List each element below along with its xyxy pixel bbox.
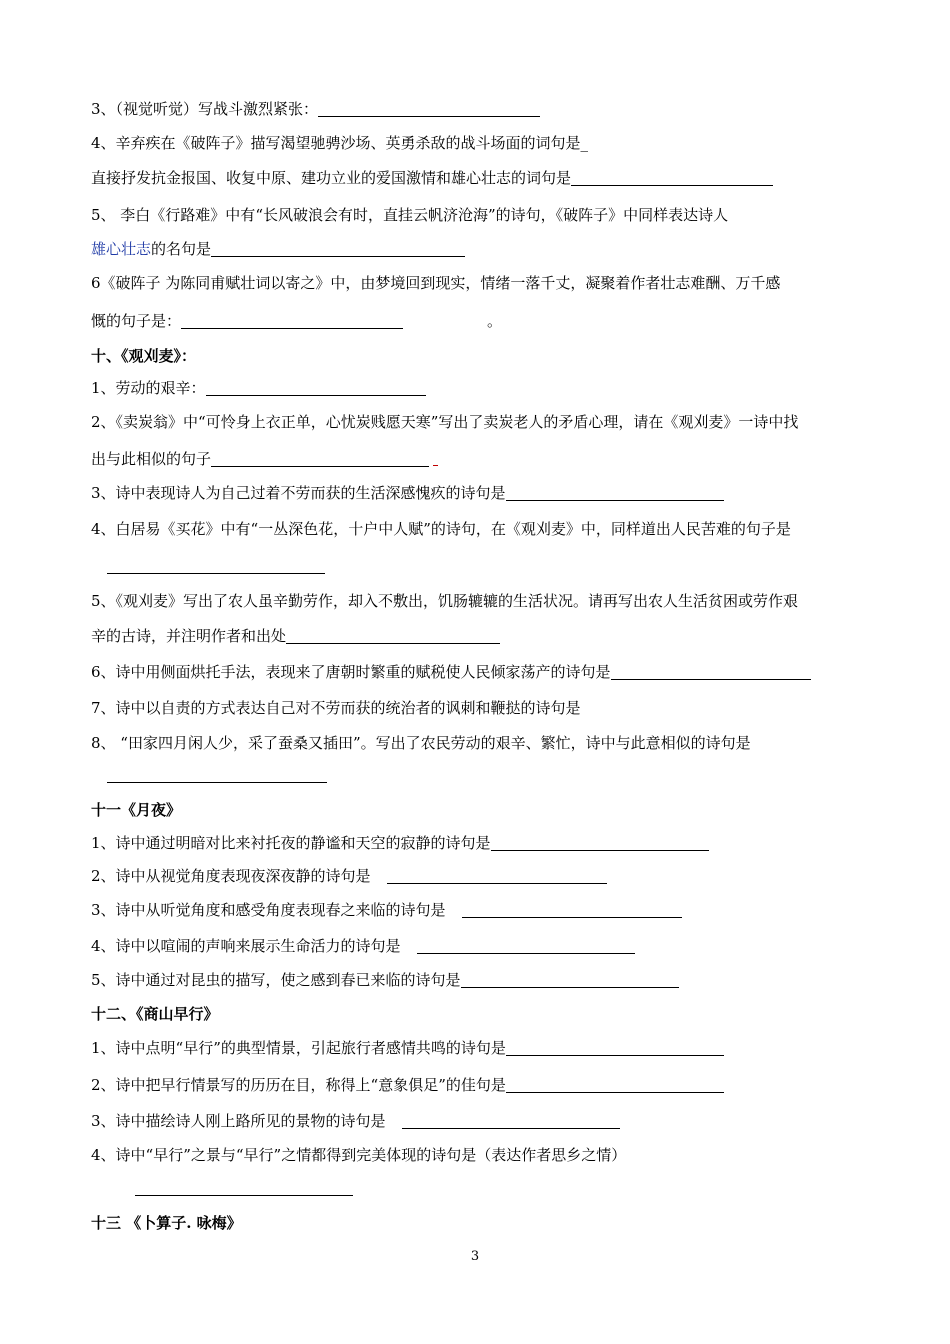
- red-mark: [433, 451, 438, 466]
- question-text: 1、劳动的艰辛：: [91, 379, 206, 397]
- answer-blank[interactable]: [611, 663, 811, 680]
- question-text: 慨的句子是：: [91, 312, 182, 330]
- question-text: 3、诗中表现诗人为自己过着不劳而获的生活深感愧疚的诗句是: [91, 484, 506, 502]
- question-text: 5、 李白《行路难》中有“长风破浪会有时，直挂云帆济沧海”的诗句，《破阵子》中同样表达诗人: [91, 206, 729, 224]
- question-text: 出与此相似的句子: [91, 450, 212, 468]
- question-text: 5、诗中通过对昆虫的描写，使之感到春已来临的诗句是: [91, 971, 461, 989]
- answer-blank[interactable]: [318, 100, 540, 117]
- highlighted-phrase: 雄心壮志: [91, 240, 152, 258]
- question-11-5: [91, 970, 880, 990]
- section-title-12: 十二、《商山早行》: [91, 1005, 219, 1023]
- question-text: 4、辛弃疾在《破阵子》描写渴望驰骋沙场、英勇杀敌的战斗场面的词句是: [91, 134, 581, 152]
- question-12-2: [91, 1075, 880, 1095]
- answer-blank[interactable]: [402, 1112, 620, 1129]
- answer-blank[interactable]: [506, 1039, 724, 1056]
- period-mark: 。: [487, 312, 503, 330]
- question-12-3: [91, 1111, 880, 1131]
- question-text-tail: _: [580, 134, 589, 152]
- answer-blank[interactable]: [461, 971, 679, 988]
- question-text: 3、诗中描绘诗人刚上路所见的景物的诗句是: [91, 1112, 386, 1130]
- question-10-4: [91, 519, 880, 539]
- question-text: 6《破阵子 为陈同甫赋壮词以寄之》中，由梦境回到现实，情绪一落千丈，凝聚着作者壮志难酬、万千感: [91, 274, 781, 292]
- question-pozhen-4a: [91, 133, 880, 153]
- question-text: 4、白居易《买花》中有“一丛深色花，十户中人赋”的诗句，在《观刈麦》中，同样道出人民苦难的句子是: [91, 520, 791, 538]
- answer-blank[interactable]: [506, 484, 724, 501]
- section-title-13: 十三 《卜算子. 咏梅》: [91, 1214, 242, 1232]
- question-text: 1、诗中通过明暗对比来衬托夜的静谧和天空的寂静的诗句是: [91, 834, 491, 852]
- question-text: 8、 “田家四月闲人少，采了蚕桑又插田”。写出了农民劳动的艰辛、繁忙，诗中与此意相似的诗句是: [91, 734, 751, 752]
- answer-blank[interactable]: [107, 572, 325, 574]
- question-text: 2、诗中从视觉角度表现夜深夜静的诗句是: [91, 867, 371, 885]
- answer-blank[interactable]: [491, 834, 709, 851]
- answer-blank[interactable]: [211, 240, 465, 257]
- answer-blank[interactable]: [462, 901, 682, 918]
- question-text: 直接抒发抗金报国、收复中原、建功立业的爱国激情和雄心壮志的词句是: [91, 169, 572, 187]
- question-text: 1、诗中点明“早行”的典型情景，引起旅行者感情共鸣的诗句是: [91, 1039, 506, 1057]
- question-text: 辛的古诗，并注明作者和出处: [91, 627, 287, 645]
- question-10-2a: [91, 412, 880, 432]
- question-10-6: [91, 662, 880, 682]
- question-12-4: [91, 1145, 880, 1165]
- question-text: 3、诗中从听觉角度和感受角度表现春之来临的诗句是: [91, 901, 446, 919]
- answer-blank[interactable]: [571, 169, 773, 186]
- question-12-1: [91, 1038, 880, 1058]
- question-pozhen-5a: [91, 205, 880, 225]
- question-10-3: [91, 483, 880, 503]
- answer-blank[interactable]: [211, 450, 429, 467]
- question-10-2b: [91, 449, 880, 469]
- answer-blank[interactable]: [286, 627, 500, 644]
- question-10-7: [91, 698, 880, 718]
- question-text: 5、《观刈麦》写出了农人虽辛勤劳作，却入不敷出，饥肠辘辘的生活状况。请再写出农人生活贫困或劳作艰: [91, 592, 799, 610]
- question-text: 3、（视觉听觉）写战斗激烈紧张：: [91, 100, 319, 118]
- question-text: 7、诗中以自责的方式表达自己对不劳而获的统治者的讽刺和鞭挞的诗句是: [91, 699, 581, 717]
- question-10-1: [91, 378, 880, 398]
- section-title-10: 十、《观刈麦》：: [91, 347, 197, 365]
- question-text: 2、诗中把早行情景写的历历在目，称得上“意象俱足”的佳句是: [91, 1076, 506, 1094]
- question-pozhen-6b: [91, 311, 880, 331]
- page-number: 3: [470, 1249, 480, 1264]
- answer-blank[interactable]: [135, 1194, 353, 1196]
- question-pozhen-4b: [91, 168, 880, 188]
- question-10-5a: [91, 591, 880, 611]
- question-11-1: [91, 833, 880, 853]
- answer-blank[interactable]: [206, 379, 426, 396]
- question-text: 4、诗中以喧闹的声响来展示生命活力的诗句是: [91, 937, 401, 955]
- answer-blank[interactable]: [107, 781, 327, 783]
- answer-blank[interactable]: [506, 1076, 724, 1093]
- question-text: 2、《卖炭翁》中“可怜身上衣正单，心忧炭贱愿天寒”写出了卖炭老人的矛盾心理，请在《观刈麦》一诗中找: [91, 413, 799, 431]
- question-text: 6、诗中用侧面烘托手法，表现来了唐朝时繁重的赋税使人民倾家荡产的诗句是: [91, 663, 611, 681]
- question-pozhen-3: [91, 99, 880, 119]
- question-11-4: [91, 936, 880, 956]
- question-pozhen-5b: [91, 239, 880, 259]
- question-text: 4、诗中“早行”之景与“早行”之情都得到完美体现的诗句是（表达作者思乡之情）: [91, 1146, 627, 1164]
- question-text: 的名句是: [151, 240, 212, 258]
- answer-blank[interactable]: [387, 867, 607, 884]
- answer-blank[interactable]: [181, 312, 403, 329]
- section-title-11: 十一《月夜》: [91, 801, 182, 819]
- answer-blank[interactable]: [417, 937, 635, 954]
- question-pozhen-6a: [91, 273, 880, 293]
- question-10-5b: [91, 626, 880, 646]
- question-10-8: [91, 733, 880, 753]
- question-11-3: [91, 900, 880, 920]
- question-11-2: [91, 866, 880, 886]
